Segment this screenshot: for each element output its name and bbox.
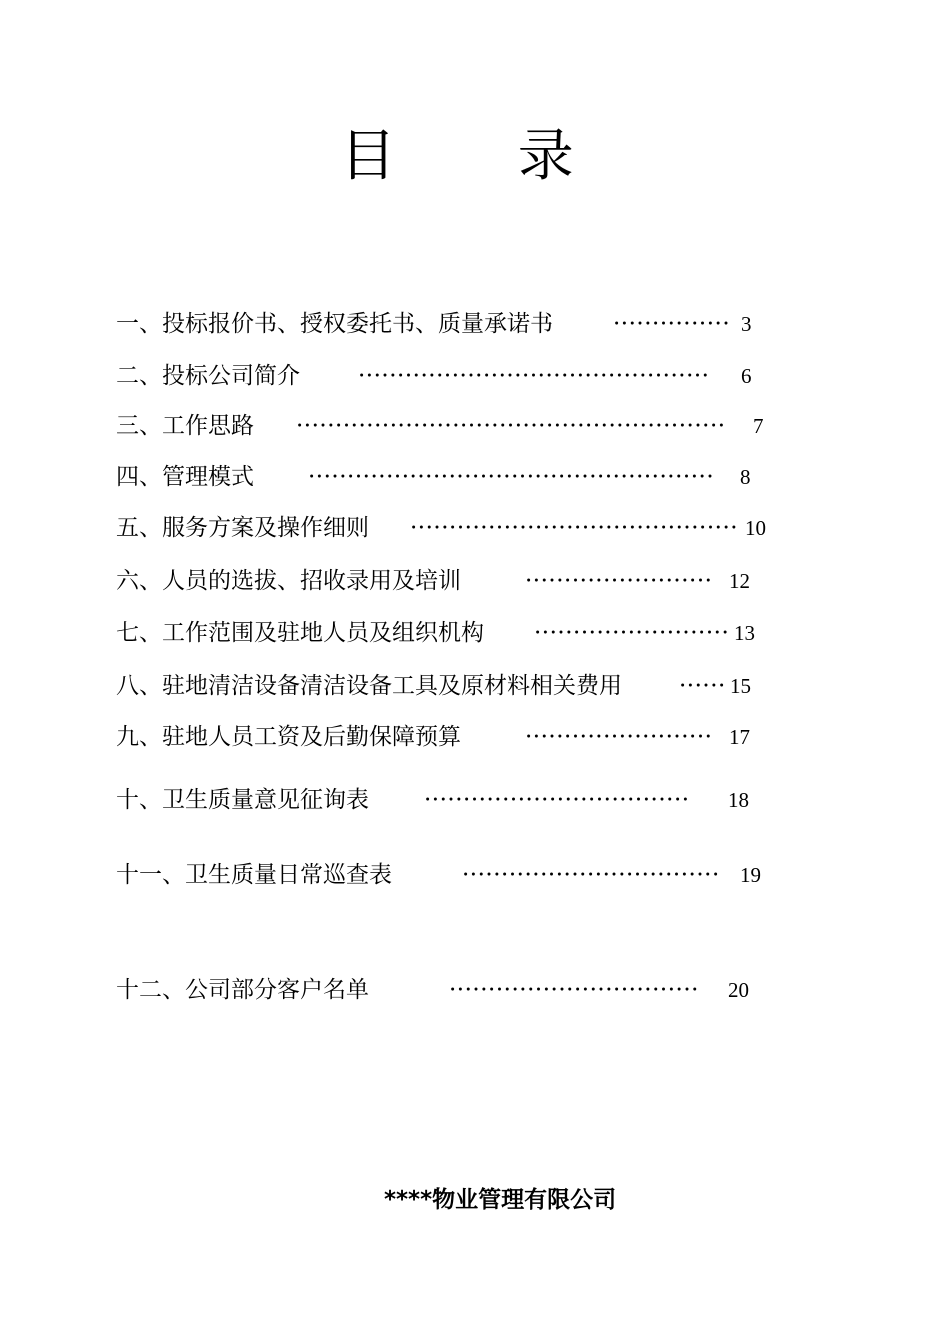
toc-leader: ························: [525, 568, 713, 594]
toc-leader: ·············································: [358, 363, 710, 389]
page-title: 目 录: [340, 124, 626, 189]
toc-page-number: 13: [734, 621, 755, 645]
toc-leader: ···············: [613, 311, 731, 337]
toc-leader: ··········································: [410, 515, 739, 541]
toc-label: 四、管理模式: [116, 464, 254, 490]
toc-page-number: 3: [741, 312, 752, 336]
toc-leader: ·························: [534, 620, 730, 646]
toc-page-number: 12: [729, 569, 750, 593]
toc-leader: ··································: [424, 787, 690, 813]
toc-leader: ····················································: [308, 464, 715, 490]
company-name: ****物业管理有限公司: [384, 1187, 617, 1213]
toc-leader: ·······················································: [296, 413, 726, 439]
toc-label: 七、工作范围及驻地人员及组织机构: [116, 620, 484, 646]
toc-label: 三、工作思路: [116, 413, 254, 439]
toc-label: 十一、卫生质量日常巡查表: [116, 862, 392, 888]
toc-label: 五、服务方案及操作细则: [116, 515, 369, 541]
toc-label: 九、驻地人员工资及后勤保障预算: [116, 724, 461, 750]
toc-page-number: 18: [728, 788, 749, 812]
toc-page-number: 19: [740, 863, 761, 887]
toc-page-number: 8: [740, 465, 751, 489]
toc-page-number: 7: [753, 414, 764, 438]
toc-leader: ······: [679, 673, 726, 699]
toc-label: 十二、公司部分客户名单: [116, 977, 369, 1003]
toc-page-number: 17: [729, 725, 750, 749]
toc-label: 八、驻地清洁设备清洁设备工具及原材料相关费用: [116, 673, 622, 699]
toc-leader: ·································: [462, 862, 720, 888]
toc-leader: ································: [449, 977, 699, 1003]
toc-page-number: 10: [745, 516, 766, 540]
toc-label: 十、卫生质量意见征询表: [116, 787, 369, 813]
toc-page-number: 20: [728, 978, 749, 1002]
toc-page-number: 6: [741, 364, 752, 388]
toc-leader: ························: [525, 724, 713, 750]
toc-label: 一、投标报价书、授权委托书、质量承诺书: [116, 311, 553, 337]
toc-label: 六、人员的选拔、招收录用及培训: [116, 568, 461, 594]
toc-page-number: 15: [730, 674, 751, 698]
toc-label: 二、投标公司简介: [116, 363, 300, 389]
